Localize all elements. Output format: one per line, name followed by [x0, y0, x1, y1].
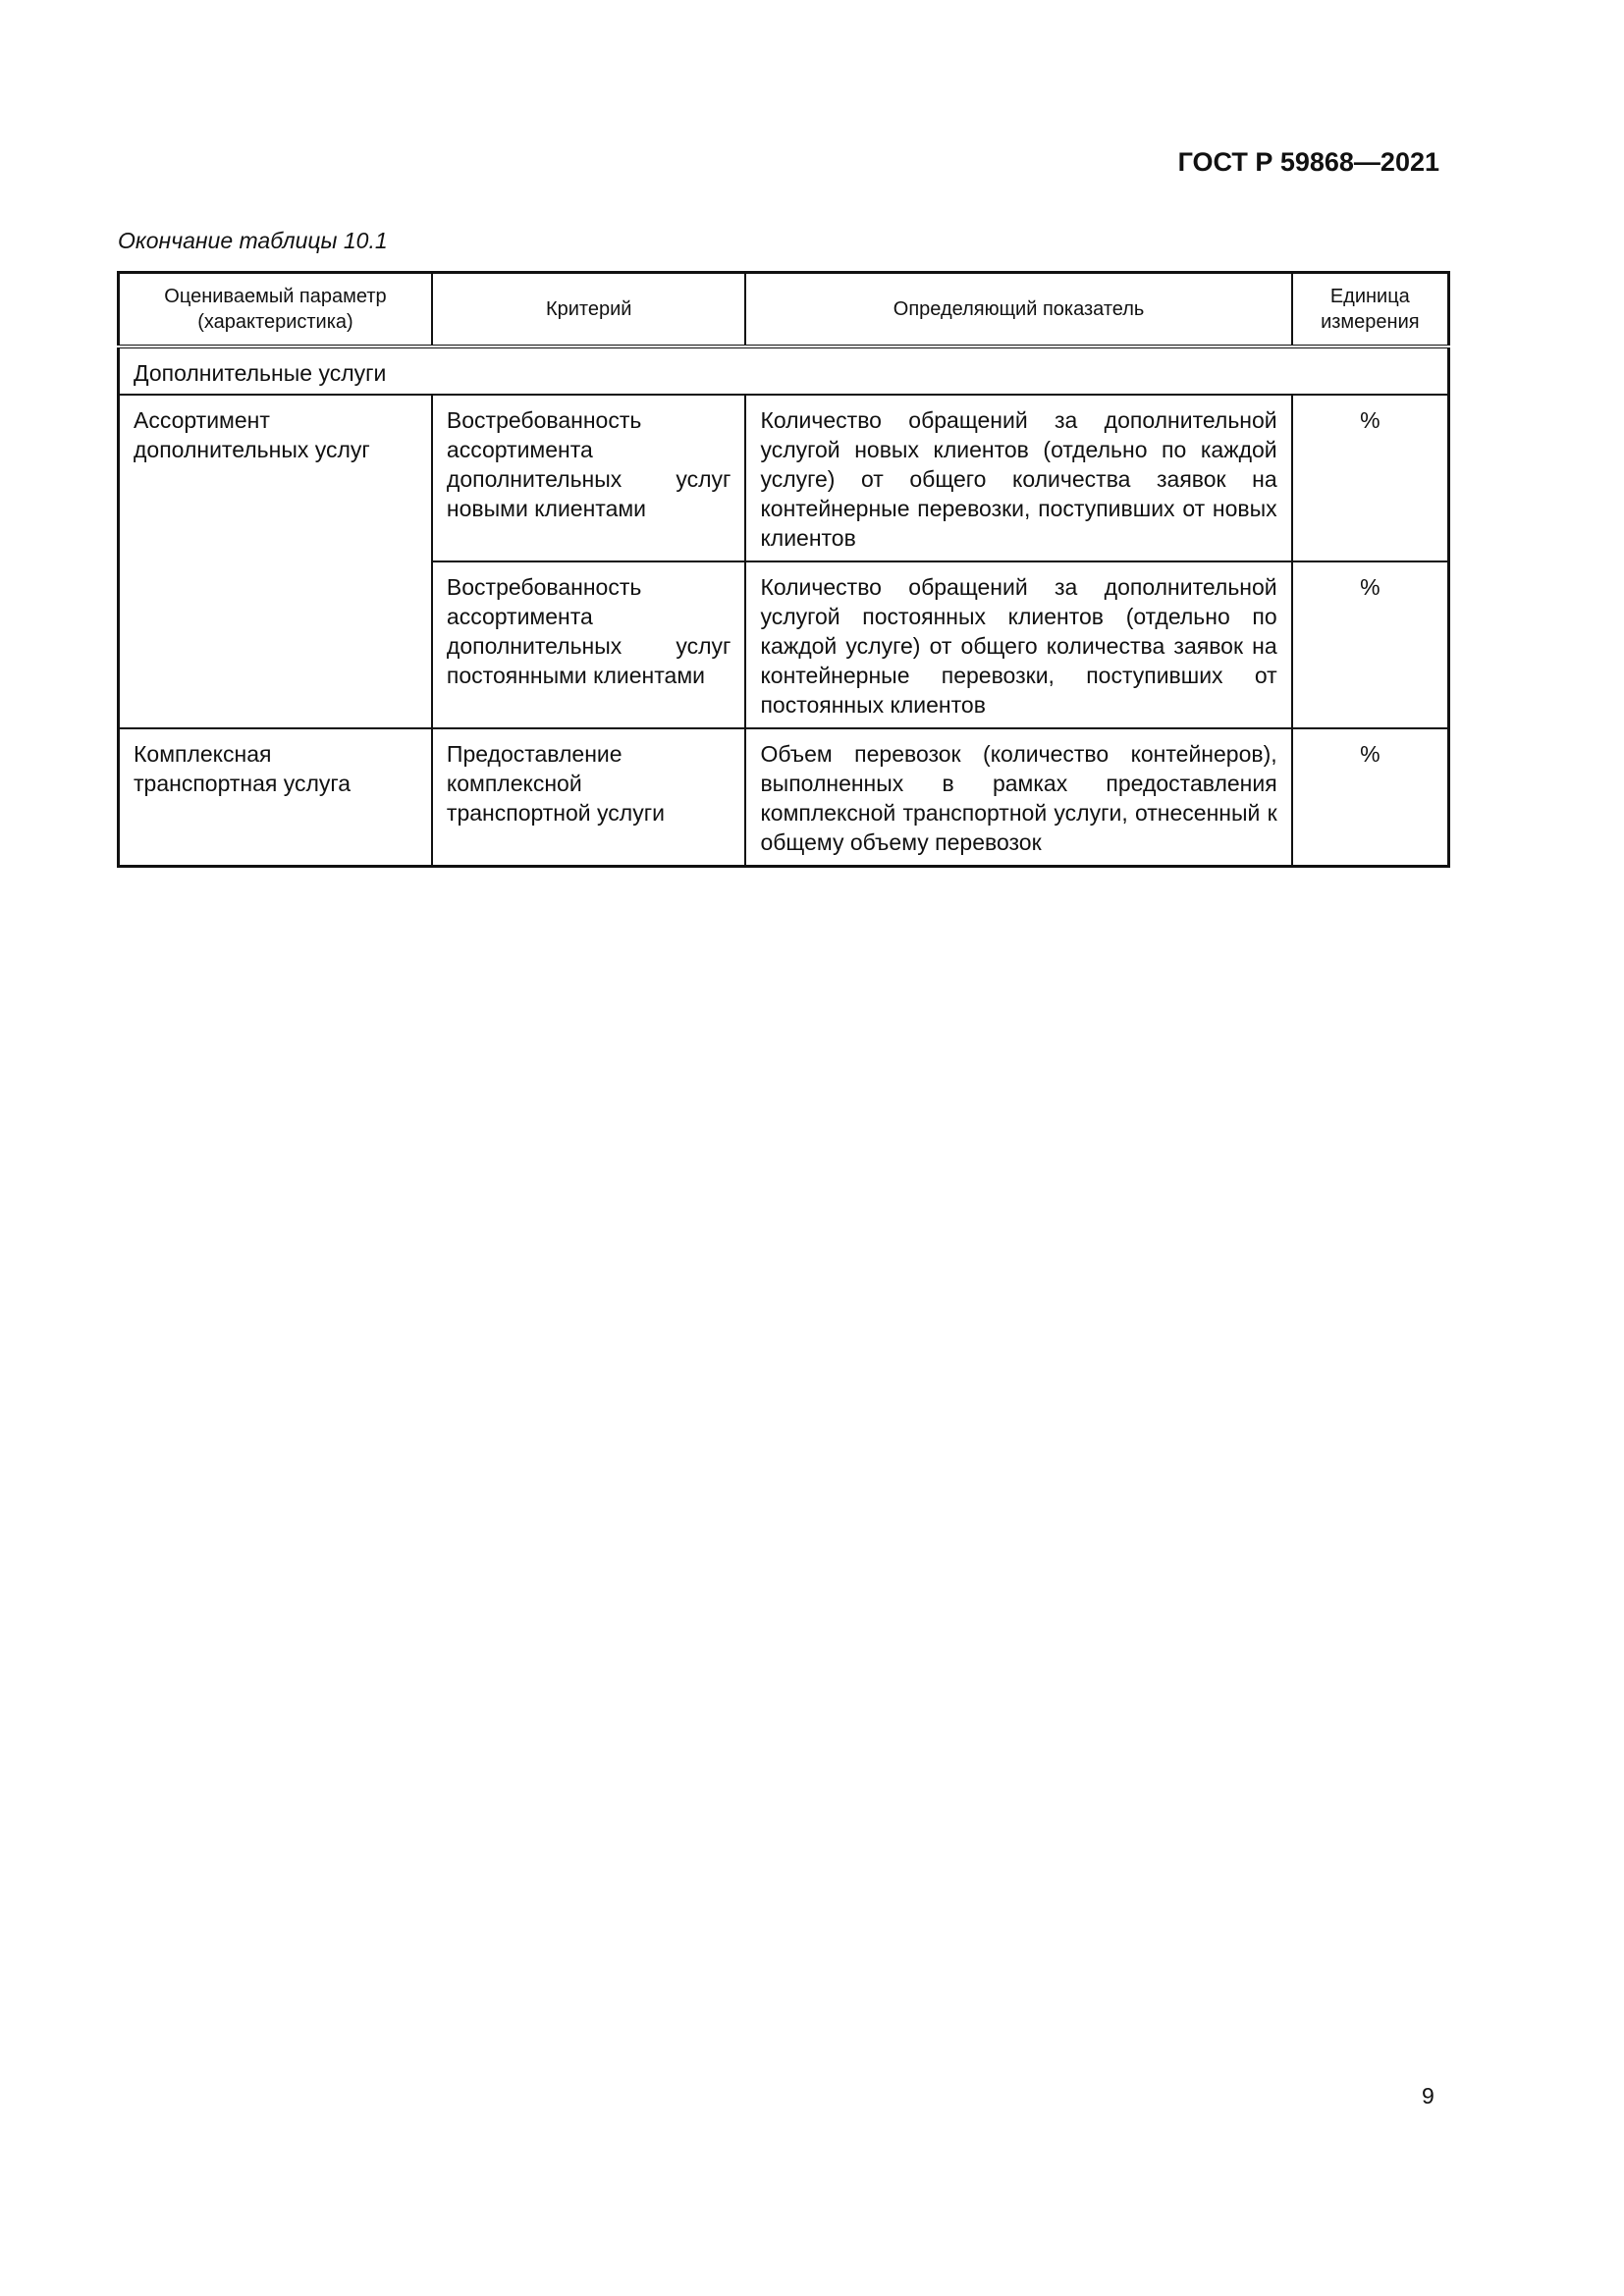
criteria-table — [117, 271, 1450, 868]
document-id: ГОСТ Р 59868—2021 — [1177, 147, 1439, 177]
indicator-cell: Количество обращений за дополнительной услугой постоянных клиентов (отдельно по каждой услуге) от общего количества заявок на контейнерные перевозки, поступивших от постоянных клиентов — [745, 561, 1291, 728]
column-header: Определяющий показатель — [745, 273, 1291, 347]
table-caption: Окончание таблицы 10.1 — [118, 228, 388, 253]
criterion-cell: Востребованность ассортимента дополнительных услуг постоянными клиентами — [432, 561, 746, 728]
section-title: Дополнительные услуги — [119, 347, 1449, 395]
unit-cell: % — [1292, 728, 1449, 866]
criterion-cell: Предоставление комплексной транспортной услуги — [432, 728, 746, 866]
indicator-cell: Количество обращений за дополнительной услугой новых клиентов (отдельно по каждой услуге) от общего количества заявок на контейнерные перевозки, поступивших от новых клиентов — [745, 395, 1291, 561]
unit-cell: % — [1292, 395, 1449, 561]
parameter-cell: Ассортимент дополнительных услуг — [119, 395, 432, 728]
unit-cell: % — [1292, 561, 1449, 728]
table-row — [119, 395, 1449, 561]
indicator-cell: Объем перевозок (количество контейнеров), выполненных в рамках предоставления комплексной транспортной услуги, отнесенный к общему объему перевозок — [745, 728, 1291, 866]
column-header: Критерий — [432, 273, 746, 347]
table-row — [119, 728, 1449, 866]
section-row — [119, 347, 1449, 395]
table-header-row — [119, 273, 1449, 347]
parameter-cell: Комплексная транспортная услуга — [119, 728, 432, 866]
page-number: 9 — [1422, 2083, 1435, 2109]
column-header: Оцениваемый параметр (характеристика) — [119, 273, 432, 347]
criterion-cell: Востребованность ассортимента дополнительных услуг новыми клиентами — [432, 395, 746, 561]
column-header: Единица измерения — [1292, 273, 1449, 347]
